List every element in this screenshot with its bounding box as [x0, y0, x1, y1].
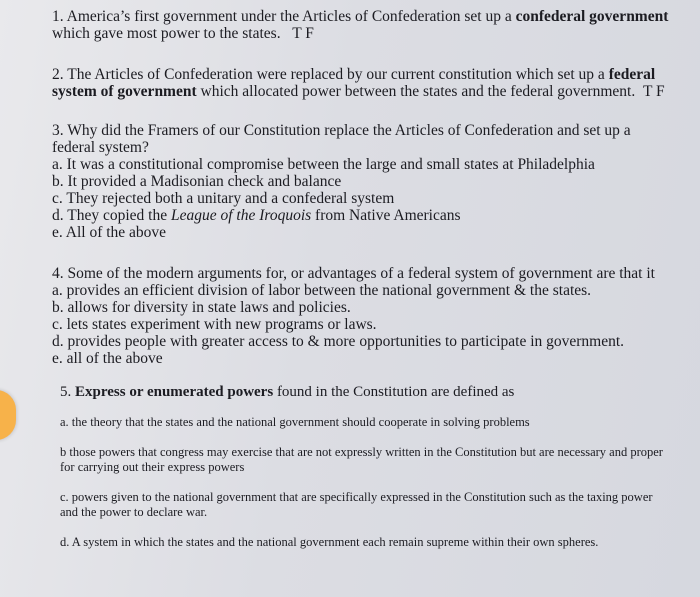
question-1 — [52, 8, 672, 42]
q3-option-d[interactable] — [52, 207, 672, 224]
q2-text: 2. The Articles of Confederation were replaced by our current constitution which set up a — [52, 66, 609, 83]
question-5-stem — [60, 384, 680, 401]
q1-text-2: which gave most power to the states. — [52, 25, 281, 42]
q1-true-false[interactable]: T F — [292, 25, 314, 42]
q5-text: found in the Constitution are defined as — [273, 384, 515, 400]
q5-option-a[interactable]: a. the theory that the states and the national government should cooperate in solving problems — [60, 415, 530, 429]
q4-option-a[interactable]: a. provides an efficient division of labor between the national government & the states. — [52, 282, 592, 299]
question-3 — [52, 122, 672, 241]
q5-option-d[interactable]: d. A system in which the states and the national government each remain supreme within their own spheres. — [60, 535, 599, 549]
q2-true-false[interactable]: T F — [642, 83, 665, 100]
q4-stem: 4. Some of the modern arguments for, or advantages of a federal system of government are that it — [52, 265, 655, 282]
q4-option-e[interactable]: e. all of the above — [52, 350, 163, 367]
q5-bold: Express or enumerated powers — [75, 384, 274, 400]
q4-option-b[interactable]: b. allows for diversity in state laws and policies. — [52, 299, 351, 316]
question-4 — [52, 265, 672, 367]
q5-option-c[interactable]: c. powers given to the national government that are specifically expressed in the Constitution such as the taxing power and the power to declare war. — [60, 490, 653, 519]
q4-option-c[interactable]: c. lets states experiment with new programs or laws. — [52, 316, 377, 333]
q2-bold: federal system of government — [52, 66, 656, 100]
question-2 — [52, 66, 677, 100]
q3-option-e[interactable]: e. All of the above — [52, 224, 167, 241]
q3-option-a[interactable]: a. It was a constitutional compromise between the large and small states at Philadelphia — [52, 156, 595, 173]
q3-option-c[interactable]: c. They rejected both a unitary and a confederal system — [52, 190, 395, 207]
q5-option-b[interactable]: b those powers that congress may exercise that are not expressly written in the Constitution but are necessary and proper for carrying out their express powers — [60, 445, 663, 474]
q5-number: 5. — [60, 384, 75, 400]
q3-option-d-italic: League of the Iroquois — [170, 207, 312, 224]
q4-option-d[interactable]: d. provides people with greater access to & more opportunities to participate in government. — [52, 333, 625, 350]
q1-text: 1. America’s first government under the Articles of Confederation set up a — [52, 8, 516, 25]
binder-clip — [0, 390, 16, 440]
q3-stem: 3. Why did the Framers of our Constitution replace the Articles of Confederation and set up a federal system? — [52, 122, 631, 156]
q3-option-d-text: d. They copied the — [52, 207, 171, 224]
q2-text-2: which allocated power between the states and the federal government. — [196, 83, 636, 100]
q1-bold: confederal government — [515, 8, 669, 25]
q3-option-d-text-2: from Native Americans — [311, 207, 461, 224]
q3-option-b[interactable]: b. It provided a Madisonian check and balance — [52, 173, 342, 190]
